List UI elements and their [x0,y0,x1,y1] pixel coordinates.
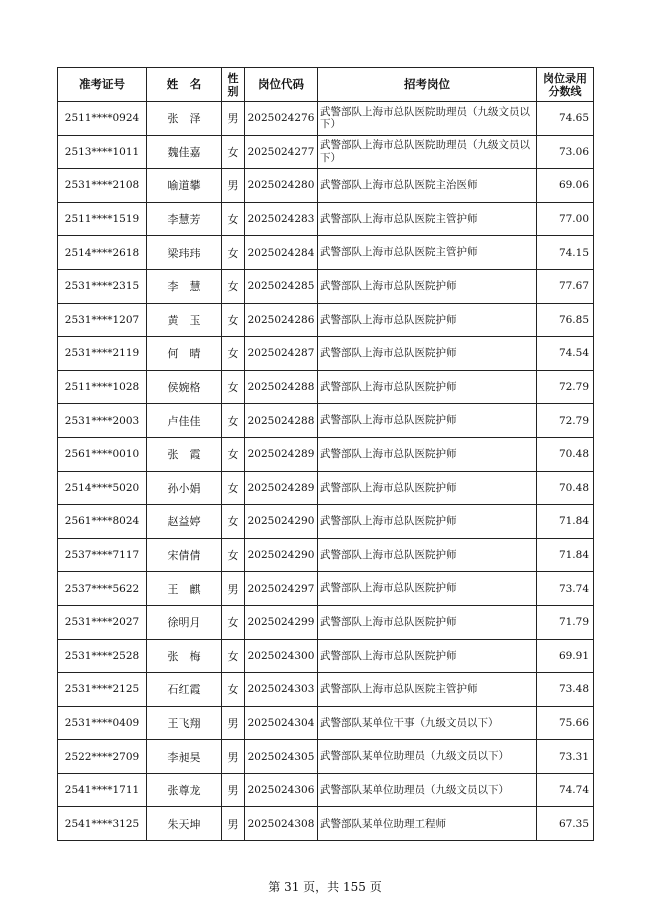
cell-name: 王飞翔 [147,706,222,740]
cell-name: 李昶昊 [147,740,222,774]
cell-score: 73.48 [537,673,594,707]
cell-post: 武警部队某单位干事（九级文员以下） [318,706,537,740]
cell-name: 何 晴 [147,337,222,371]
cell-exam-no: 2511****0924 [58,102,147,136]
cell-post-code: 2025024297 [245,572,318,606]
header-name: 姓 名 [147,68,222,102]
cell-exam-no: 2531****2003 [58,404,147,438]
cell-name: 张 梅 [147,639,222,673]
cell-post: 武警部队上海市总队医院助理员（九级文员以下） [318,135,537,169]
cell-gender: 女 [222,538,245,572]
cell-post: 武警部队某单位助理员（九级文员以下） [318,773,537,807]
cell-gender: 女 [222,404,245,438]
cell-name: 魏佳嘉 [147,135,222,169]
table-row [58,303,594,337]
cell-post: 武警部队上海市总队医院主治医师 [318,169,537,203]
cell-score: 69.06 [537,169,594,203]
cell-post: 武警部队上海市总队医院护师 [318,471,537,505]
cell-post-code: 2025024308 [245,807,318,841]
cell-name: 徐明月 [147,605,222,639]
table-row [58,169,594,203]
cell-score: 74.74 [537,773,594,807]
cell-post: 武警部队上海市总队医院护师 [318,437,537,471]
cell-name: 梁玮玮 [147,236,222,270]
cell-exam-no: 2513****1011 [58,135,147,169]
cell-post-code: 2025024289 [245,437,318,471]
cell-exam-no: 2531****2108 [58,169,147,203]
header-post: 招考岗位 [318,68,537,102]
cell-post-code: 2025024287 [245,337,318,371]
table-row [58,673,594,707]
cell-exam-no: 2522****2709 [58,740,147,774]
cell-exam-no: 2537****7117 [58,538,147,572]
cell-exam-no: 2561****8024 [58,505,147,539]
cell-name: 张 霞 [147,437,222,471]
cell-name: 喻道攀 [147,169,222,203]
page-footer: 第 31 页，共 155 页 [268,880,382,894]
cell-gender: 女 [222,303,245,337]
table-row [58,605,594,639]
cell-score: 71.84 [537,505,594,539]
cell-score: 69.91 [537,639,594,673]
cell-score: 74.54 [537,337,594,371]
cell-gender: 女 [222,236,245,270]
cell-exam-no: 2531****2119 [58,337,147,371]
cell-post-code: 2025024277 [245,135,318,169]
cell-post-code: 2025024286 [245,303,318,337]
header-gender: 性别 [222,68,245,102]
cell-exam-no: 2531****2125 [58,673,147,707]
cell-post-code: 2025024303 [245,673,318,707]
cell-name: 张尊龙 [147,773,222,807]
table-row [58,135,594,169]
cell-exam-no: 2537****5622 [58,572,147,606]
cell-gender: 女 [222,269,245,303]
cell-post-code: 2025024289 [245,471,318,505]
cell-score: 70.48 [537,471,594,505]
table-row [58,437,594,471]
cell-post-code: 2025024299 [245,605,318,639]
cell-exam-no: 2531****2528 [58,639,147,673]
cell-name: 宋倩倩 [147,538,222,572]
cell-gender: 女 [222,673,245,707]
cell-name: 卢佳佳 [147,404,222,438]
cell-post: 武警部队上海市总队医院护师 [318,572,537,606]
cell-gender: 男 [222,740,245,774]
table-row [58,538,594,572]
cell-post-code: 2025024280 [245,169,318,203]
cell-score: 74.15 [537,236,594,270]
cell-exam-no: 2531****1207 [58,303,147,337]
cell-gender: 女 [222,202,245,236]
cell-post-code: 2025024290 [245,505,318,539]
header-exam-no: 准考证号 [58,68,147,102]
cell-score: 73.06 [537,135,594,169]
cell-score: 72.79 [537,404,594,438]
cell-score: 73.31 [537,740,594,774]
cell-post-code: 2025024285 [245,269,318,303]
cell-post-code: 2025024290 [245,538,318,572]
table-row [58,202,594,236]
cell-post: 武警部队上海市总队医院主管护师 [318,236,537,270]
cell-score: 74.65 [537,102,594,136]
cell-post: 武警部队上海市总队医院护师 [318,337,537,371]
cell-gender: 女 [222,370,245,404]
cell-exam-no: 2511****1519 [58,202,147,236]
table-row [58,706,594,740]
cell-gender: 男 [222,706,245,740]
cell-exam-no: 2541****3125 [58,807,147,841]
cell-gender: 女 [222,605,245,639]
cell-gender: 女 [222,471,245,505]
cell-post-code: 2025024304 [245,706,318,740]
table-body [58,102,594,841]
cell-score: 71.84 [537,538,594,572]
table-row [58,236,594,270]
cell-score: 75.66 [537,706,594,740]
table-row [58,370,594,404]
cell-post: 武警部队上海市总队医院护师 [318,639,537,673]
score-table [57,67,594,841]
table-row [58,572,594,606]
cell-name: 朱天坤 [147,807,222,841]
cell-score: 67.35 [537,807,594,841]
table-row [58,773,594,807]
cell-gender: 男 [222,807,245,841]
cell-name: 李慧芳 [147,202,222,236]
cell-post: 武警部队上海市总队医院主管护师 [318,673,537,707]
cell-name: 黄 玉 [147,303,222,337]
cell-exam-no: 2514****2618 [58,236,147,270]
table-row [58,740,594,774]
cell-name: 赵益婷 [147,505,222,539]
cell-exam-no: 2531****0409 [58,706,147,740]
cell-gender: 男 [222,169,245,203]
cell-name: 孙小娟 [147,471,222,505]
table-row [58,807,594,841]
header-score: 岗位录用分数线 [537,68,594,102]
cell-post: 武警部队上海市总队医院助理员（九级文员以下） [318,102,537,136]
cell-post-code: 2025024306 [245,773,318,807]
cell-post-code: 2025024305 [245,740,318,774]
cell-exam-no: 2531****2027 [58,605,147,639]
cell-score: 77.00 [537,202,594,236]
cell-post: 武警部队上海市总队医院护师 [318,538,537,572]
table-row [58,337,594,371]
cell-name: 张 泽 [147,102,222,136]
cell-gender: 女 [222,337,245,371]
table-row [58,639,594,673]
table-row [58,471,594,505]
cell-post: 武警部队某单位助理员（九级文员以下） [318,740,537,774]
cell-score: 70.48 [537,437,594,471]
cell-name: 王 麒 [147,572,222,606]
cell-name: 石红霞 [147,673,222,707]
cell-post-code: 2025024300 [245,639,318,673]
cell-score: 72.79 [537,370,594,404]
cell-post: 武警部队上海市总队医院护师 [318,303,537,337]
cell-post-code: 2025024288 [245,404,318,438]
cell-score: 71.79 [537,605,594,639]
cell-gender: 男 [222,102,245,136]
cell-name: 李 慧 [147,269,222,303]
cell-gender: 女 [222,135,245,169]
cell-exam-no: 2531****2315 [58,269,147,303]
cell-score: 76.85 [537,303,594,337]
table-header-row [58,68,594,102]
header-post-code: 岗位代码 [245,68,318,102]
cell-post-code: 2025024276 [245,102,318,136]
cell-post: 武警部队上海市总队医院护师 [318,605,537,639]
cell-exam-no: 2561****0010 [58,437,147,471]
cell-post-code: 2025024288 [245,370,318,404]
cell-post: 武警部队上海市总队医院主管护师 [318,202,537,236]
cell-post: 武警部队某单位助理工程师 [318,807,537,841]
cell-name: 侯婉格 [147,370,222,404]
cell-exam-no: 2511****1028 [58,370,147,404]
cell-post-code: 2025024283 [245,202,318,236]
cell-post-code: 2025024284 [245,236,318,270]
cell-gender: 男 [222,773,245,807]
cell-score: 77.67 [537,269,594,303]
cell-exam-no: 2541****1711 [58,773,147,807]
cell-post: 武警部队上海市总队医院护师 [318,404,537,438]
cell-gender: 女 [222,437,245,471]
table-row [58,102,594,136]
cell-post: 武警部队上海市总队医院护师 [318,269,537,303]
cell-gender: 女 [222,505,245,539]
table-row [58,269,594,303]
cell-post: 武警部队上海市总队医院护师 [318,505,537,539]
table-row [58,505,594,539]
cell-exam-no: 2514****5020 [58,471,147,505]
cell-score: 73.74 [537,572,594,606]
cell-gender: 男 [222,572,245,606]
table-row [58,404,594,438]
cell-post: 武警部队上海市总队医院护师 [318,370,537,404]
cell-gender: 女 [222,639,245,673]
